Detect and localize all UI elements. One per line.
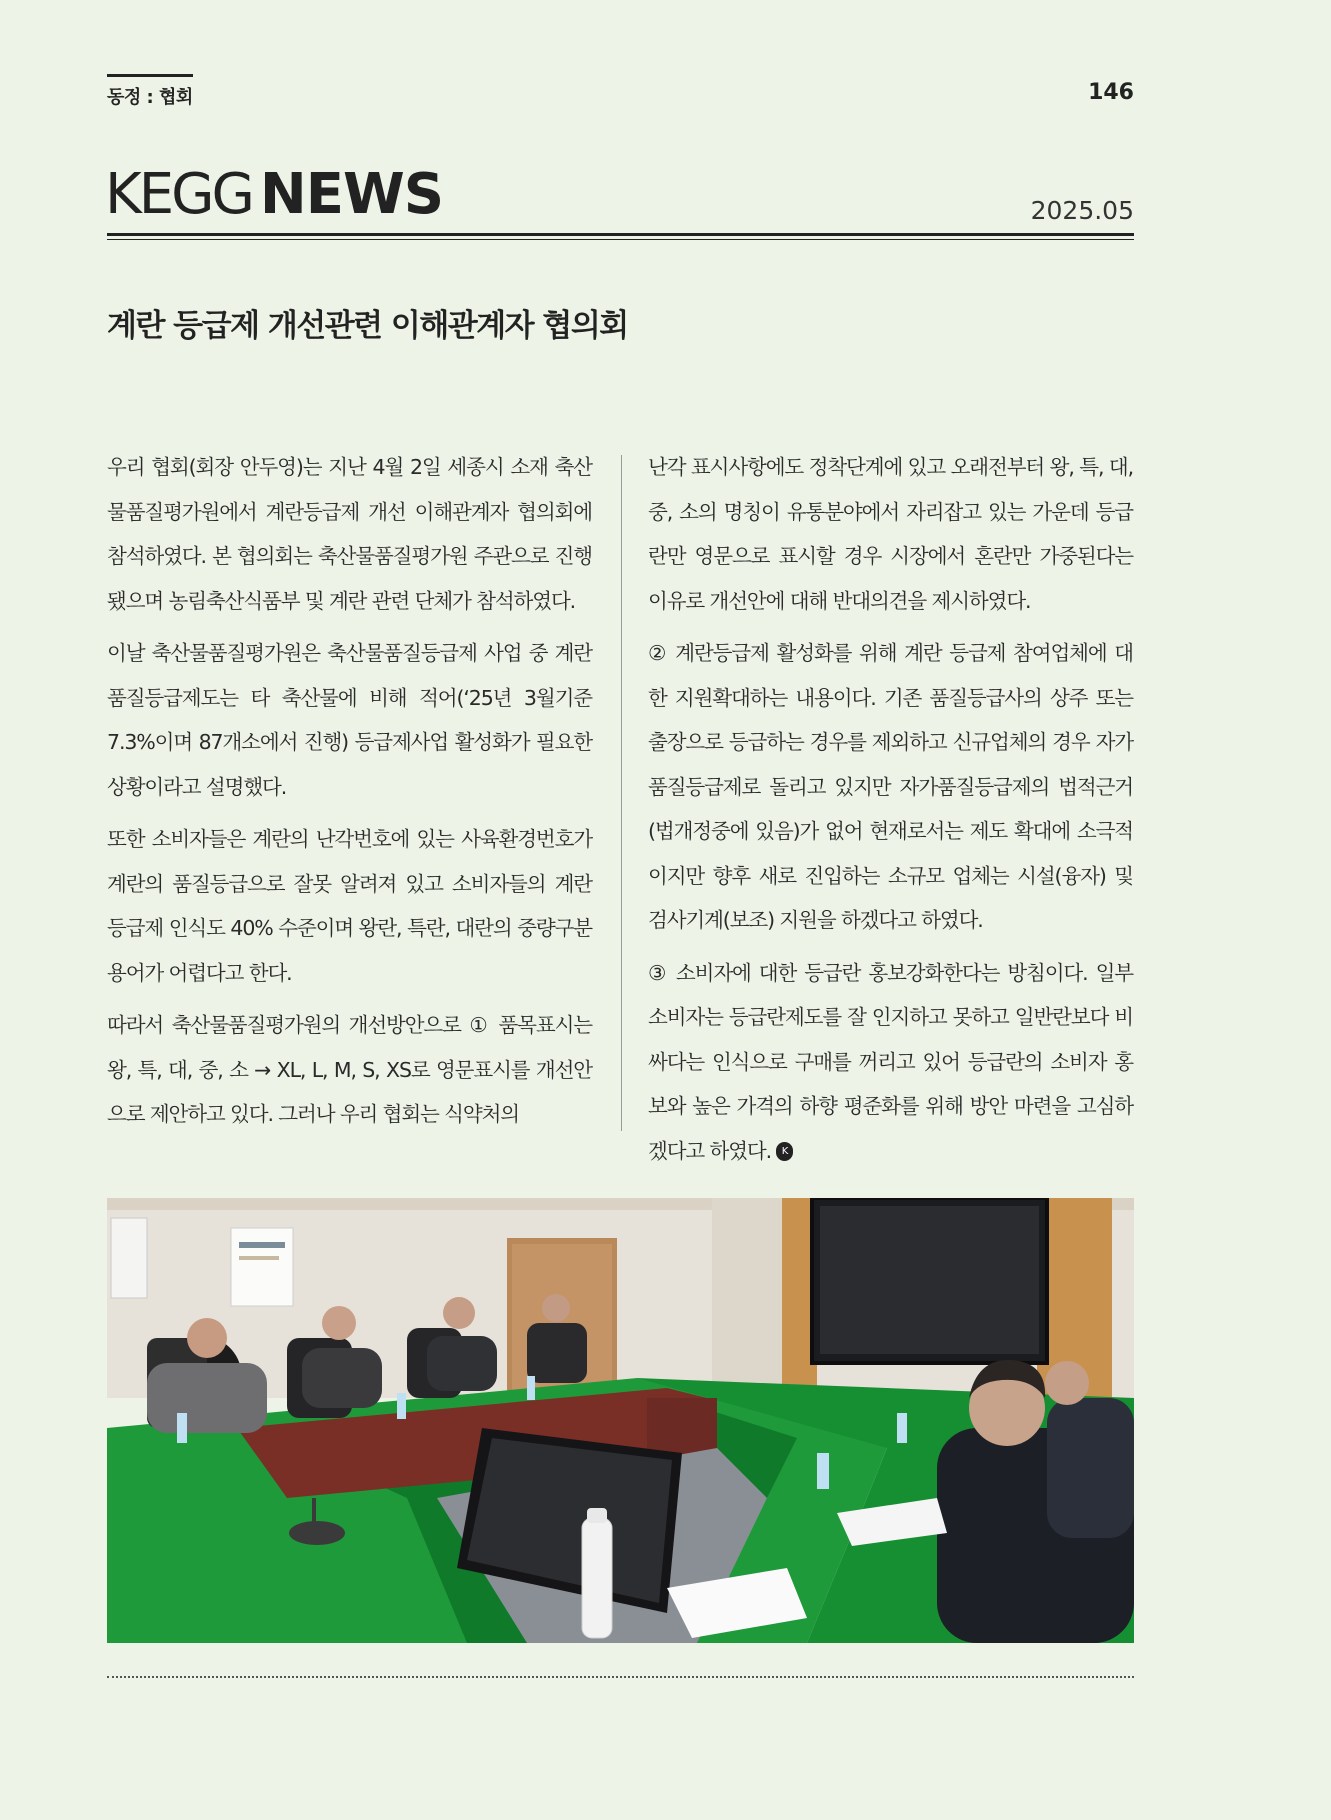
article-title: 계란 등급제 개선관련 이해관계자 협의회	[107, 308, 628, 344]
masthead-light: KEGG	[105, 162, 252, 227]
meeting-photo-icon	[107, 1198, 1134, 1643]
header-rule-thin	[107, 239, 1134, 240]
paragraph-last	[648, 951, 1133, 1174]
page-number: 146	[1088, 80, 1134, 105]
footer-dotted-rule	[107, 1676, 1134, 1678]
meeting-photo	[107, 1198, 1134, 1643]
issue-date: 2025.05	[1030, 196, 1134, 225]
paragraph: 우리 협회(회장 안두영)는 지난 4월 2일 세종시 소재 축산물품질평가원에서 계란등급제 개선 이해관계자 협의회에 참석하였다. 본 협의회는 축산물품질평가원 주관으로 진행됐으며 농림축산식품부 및 계란 관련 단체가 참석하였다.	[107, 455, 592, 613]
header-rule	[107, 233, 1134, 236]
paragraph: 이날 축산물품질평가원은 축산물품질등급제 사업 중 계란 품질등급제도는 타 축산물에 비해 적어(‘25년 3월기준 7.3%이며 87개소에서 진행) 등급제사업 활성화가 필요한 상황이라고 설명했다.	[107, 641, 592, 799]
paragraph-text: ③ 소비자에 대한 등급란 홍보강화한다는 방침이다. 일부 소비자는 등급란제도를 잘 인지하고 못하고 일반란보다 비싸다는 인식으로 구매를 꺼리고 있어 등급란의 소비자 홍보와 높은 가격의 하향 평준화를 위해 방안 마련을 고심하겠다고 하였다.	[648, 960, 1133, 1163]
article-column-right	[648, 445, 1133, 1181]
paragraph: 난각 표시사항에도 정착단계에 있고 오래전부터 왕, 특, 대, 중, 소의 명칭이 유통분야에서 자리잡고 있는 가운데 등급란만 영문으로 표시할 경우 시장에서 혼란만 가중된다는 이유로 개선안에 대해 반대의견을 제시하였다.	[648, 455, 1133, 613]
section-label: 동정 : 협회	[107, 74, 193, 109]
paragraph: 또한 소비자들은 계란의 난각번호에 있는 사육환경번호가 계란의 품질등급으로 잘못 알려져 있고 소비자들의 계란 등급제 인식도 40% 수준이며 왕란, 특란, 대란의 중량구분 용어가 어렵다고 한다.	[107, 827, 592, 985]
masthead	[105, 162, 444, 227]
end-mark-icon: K	[776, 1142, 793, 1161]
article-column-left	[107, 445, 592, 1145]
column-divider	[621, 455, 622, 1131]
paragraph: 따라서 축산물품질평가원의 개선방안으로 ① 품목표시는 왕, 특, 대, 중, 소 → XL, L, M, S, XS로 영문표시를 개선안으로 제안하고 있다. 그러나 우리 협회는 식약처의	[107, 1013, 592, 1126]
masthead-bold: NEWS	[259, 162, 444, 227]
paragraph: ② 계란등급제 활성화를 위해 계란 등급제 참여업체에 대한 지원확대하는 내용이다. 기존 품질등급사의 상주 또는 출장으로 등급하는 경우를 제외하고 신규업체의 경우 자가품질등급제로 돌리고 있지만 자가품질등급제의 법적근거(법개정중에 있음)가 없어 현재로서는 제도 확대에 소극적이지만 향후 새로 진입하는 소규모 업체는 시설(융자) 및 검사기계(보조) 지원을 하겠다고 하였다.	[648, 641, 1133, 932]
